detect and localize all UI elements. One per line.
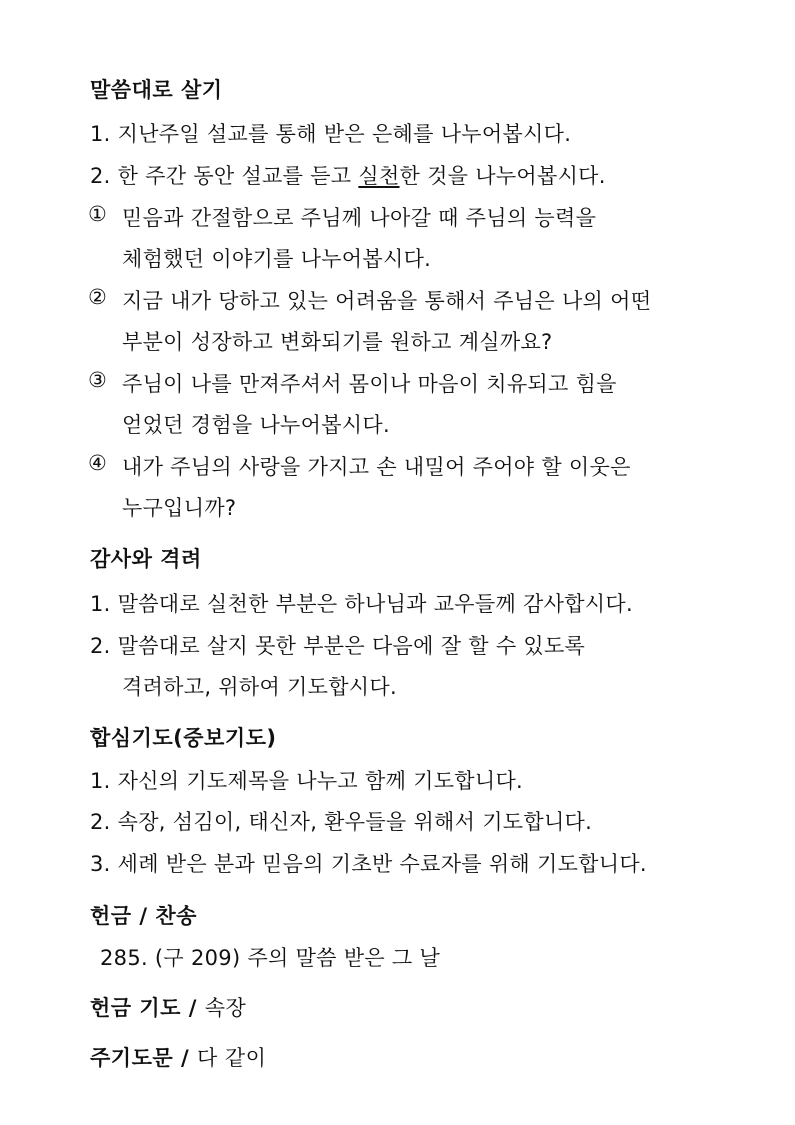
question-3-marker: ③	[88, 368, 108, 392]
question-2-line-1: 지금 내가 당하고 있는 어려움을 통해서 주님은 나의 어떤	[122, 289, 652, 313]
live-item-2-text-after: 한 것을 나누어봅시다.	[399, 164, 606, 188]
question-4-line-2: 누구입니까?	[122, 496, 237, 520]
section-thanks-title: 감사와 격려	[90, 547, 202, 571]
question-4-marker: ④	[88, 451, 108, 475]
hymn-line: 285. (구 209) 주의 말씀 받은 그 날	[100, 946, 441, 970]
question-2-marker: ②	[88, 285, 108, 309]
live-item-2-text-before: 2. 한 주간 동안 설교를 듣고	[90, 164, 359, 188]
section-prayer-title: 합심기도(중보기도)	[90, 726, 277, 750]
question-1-marker: ①	[88, 202, 108, 226]
question-4-line-1: 내가 주님의 사랑을 가지고 손 내밀어 주어야 할 이웃은	[122, 455, 631, 479]
offering-prayer-leader: 속장	[204, 996, 247, 1020]
prayer-item-1: 1. 자신의 기도제목을 나누고 함께 기도합니다.	[90, 769, 524, 793]
live-item-1: 1. 지난주일 설교를 통해 받은 은혜를 나누어봅시다.	[90, 122, 572, 146]
thanks-item-2-line-1: 2. 말씀대로 살지 못한 부분은 다음에 잘 할 수 있도록	[90, 634, 586, 658]
offering-hymn-title: 헌금 / 찬송	[90, 904, 197, 928]
question-1-line-2: 체험했던 이야기를 나누어봅시다.	[122, 247, 432, 271]
thanks-item-2-line-2: 격려하고, 위하여 기도합시다.	[122, 675, 397, 699]
prayer-item-3: 3. 세례 받은 분과 믿음의 기초반 수료자를 위해 기도합니다.	[90, 852, 647, 876]
lords-prayer-leader: 다 같이	[196, 1046, 267, 1070]
lords-prayer-title: 주기도문 /	[90, 1046, 197, 1070]
thanks-item-1: 1. 말씀대로 실천한 부분은 하나님과 교우들께 감사합시다.	[90, 592, 633, 616]
offering-prayer-heading	[90, 992, 246, 1022]
section-live-title: 말씀대로 살기	[90, 78, 223, 102]
prayer-item-2: 2. 속장, 섬김이, 태신자, 환우들을 위해서 기도합니다.	[90, 810, 593, 834]
live-item-2	[90, 160, 606, 190]
live-item-2-underlined-word: 실천	[358, 164, 400, 188]
question-2-line-2: 부분이 성장하고 변화되기를 원하고 계실까요?	[122, 330, 553, 354]
offering-prayer-title: 헌금 기도 /	[90, 996, 205, 1020]
question-3-line-2: 얻었던 경험을 나누어봅시다.	[122, 413, 390, 437]
lords-prayer-heading	[90, 1042, 266, 1072]
question-3-line-1: 주님이 나를 만져주셔서 몸이나 마음이 치유되고 힘을	[122, 372, 617, 396]
question-1-line-1: 믿음과 간절함으로 주님께 나아갈 때 주님의 능력을	[122, 206, 597, 230]
